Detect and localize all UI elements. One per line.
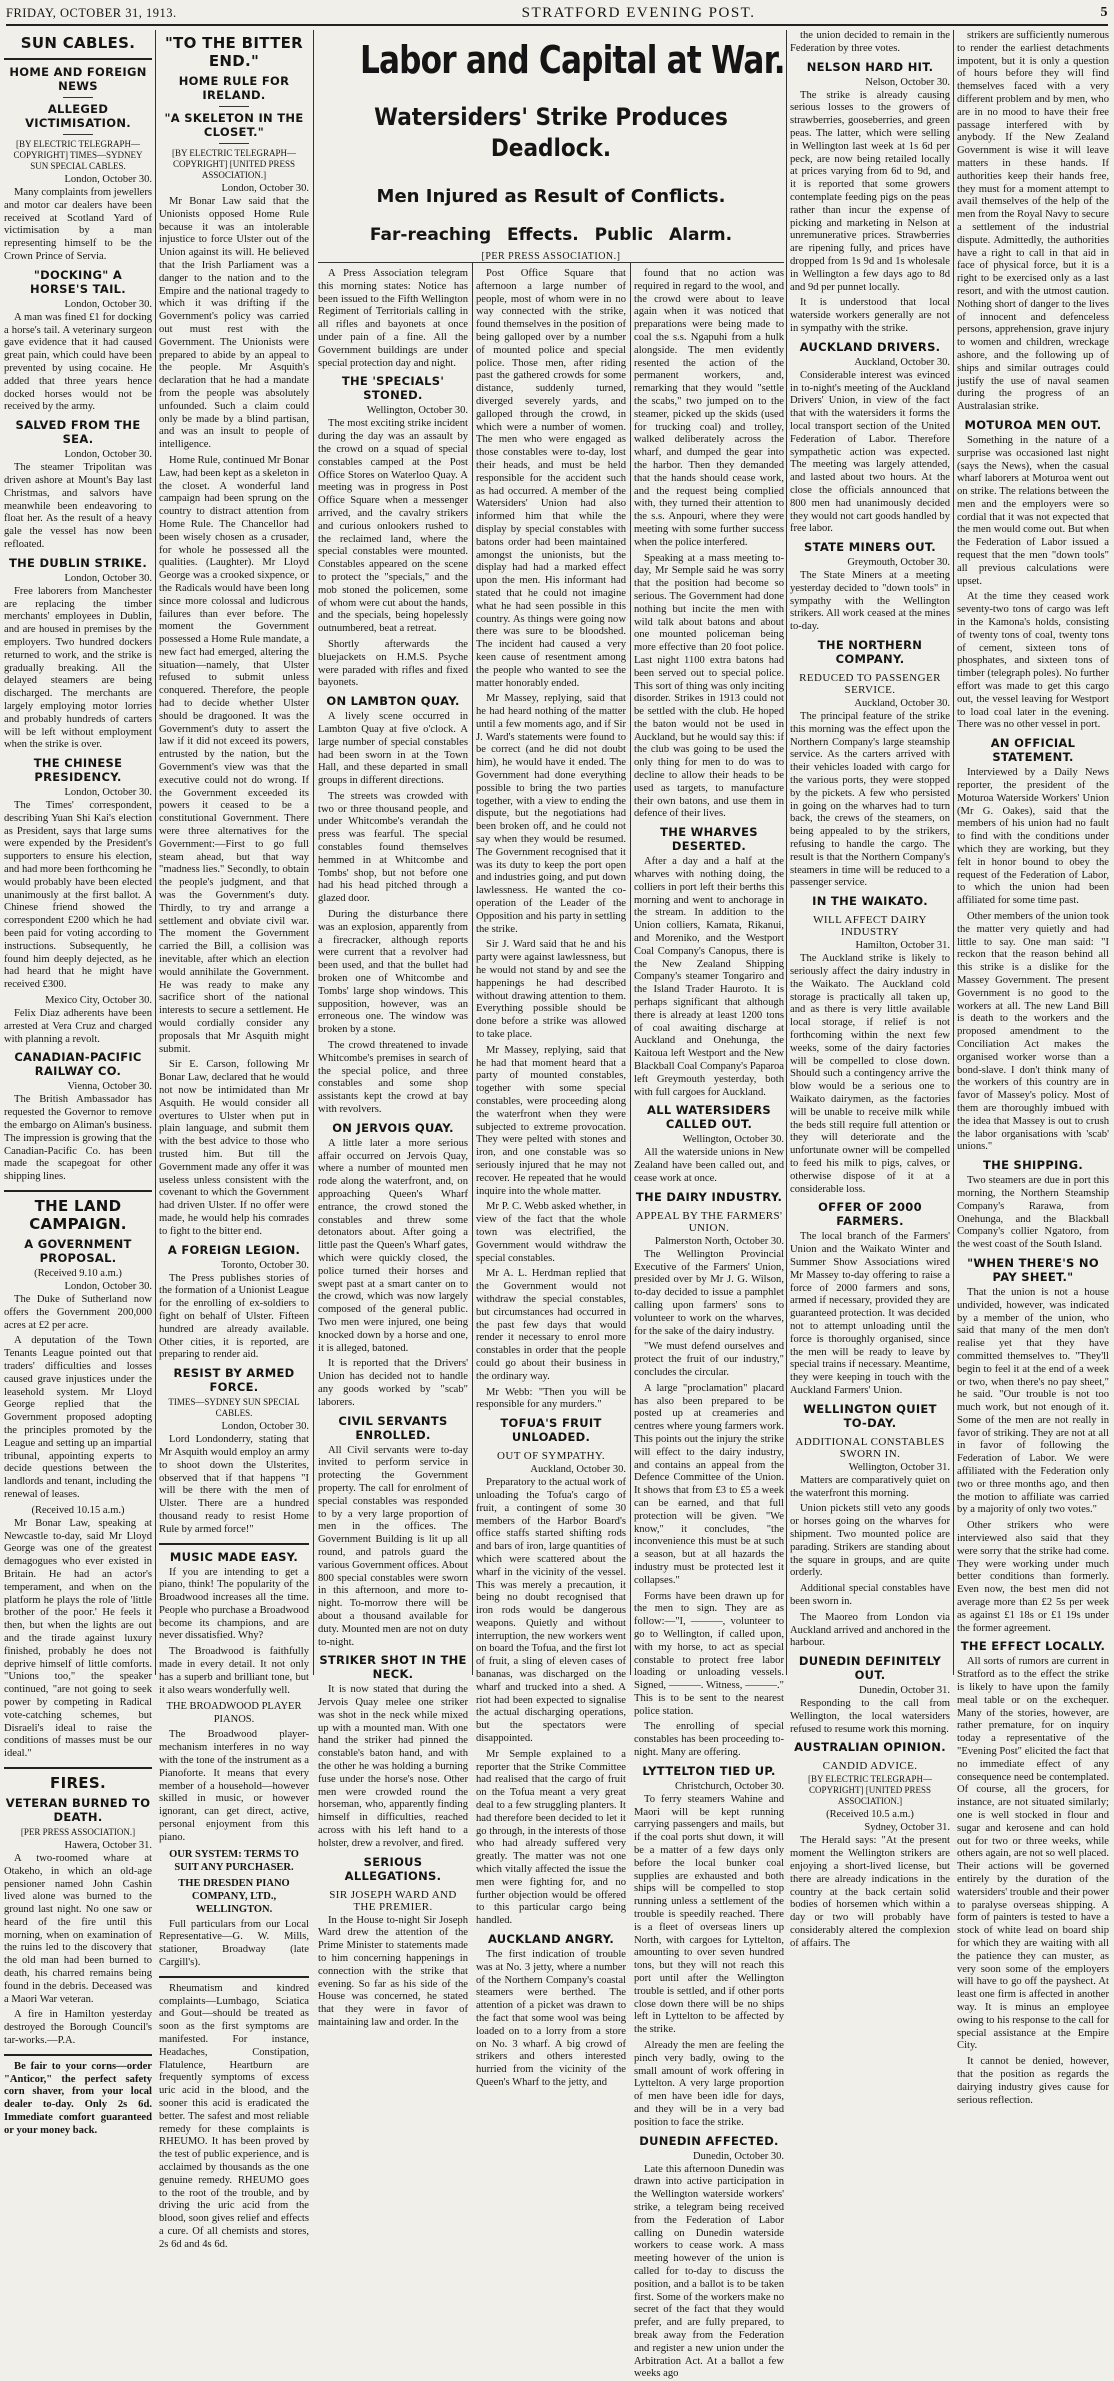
article-paragraph: It cannot be denied, however, that the position as regards the dairying industry gives cause for serious reflection. xyxy=(957,2056,1109,2106)
advertisement: Rheumatism and kindred complaints—Lumbago, Sciatica and Gout—should be treated as soon as the first symptoms are manifested. For instance, Headaches, Constipation, Flatulence, Heartburn are frequently symptoms of excess uric acid in the blood, and the sooner this acid is eradicated the better. The safest and most reliable remedy for these complaints is RHEUMO. It has been proved by the test of public experience, and is acclaimed by thousands as the one genuine remedy. RHEUMO goes to the root of the trouble, and by driving the uric acid from the blood, soon gives relief and effects a cure. Of all chemists and stores, 2s 6d and 4s 6d. xyxy=(159,1982,309,2250)
headline: "WHEN THERE'S NO PAY SHEET." xyxy=(967,1255,1099,1284)
headline: THE CHINESE PRESIDENCY. xyxy=(33,756,123,785)
article-paragraph: Union pickets still veto any goods or horses going on the wharves for shipment. Two mounted police are parading. Strikers are standing about the square in groups, and are quite orderly. xyxy=(790,1503,950,1579)
article-paragraph: Matters are comparatively quiet on the waterfront this morning. xyxy=(790,1474,950,1499)
article-paragraph: If you are intending to get a piano, think! The popularity of the Broadwood increases all the time. People who purchase a Broadwood become its champions, and are never dissatisfied. Why? xyxy=(159,1566,309,1642)
article-paragraph: Additional special constables have been sworn in. xyxy=(790,1583,950,1607)
headline: AN OFFICIAL STATEMENT. xyxy=(990,736,1076,765)
headline: DUNEDIN AFFECTED. xyxy=(639,2133,779,2148)
dateline: London, October 30. xyxy=(64,1281,152,1293)
article-paragraph: The British Ambassador has requested the Governor to remove the embargo on Aliman's business. The impression is growing that the Canadian-Pacific Co. has been made the scapegoat for other shipping lines. xyxy=(4,1094,152,1183)
article-paragraph: Free laborers from Manchester are replacing the timber merchants' employees in Dublin, and are housed in premises by the employers. Two hundred dockers returned to work, and the strike is gradually breaking. All the delayed steamers are being discharged. The merchants are largely employing motor lorries and probably hundreds of carters will be left without employment when the strike is over. xyxy=(4,585,152,751)
article-paragraph: Shortly afterwards the bluejackets on H.M.S. Psyche were paraded with rifles and fixed bayonets. xyxy=(318,638,468,689)
article-paragraph: Something in the nature of a surprise was occasioned last night (says the News), when the casual wharf laborers at Moturoa went out on strike. The relations between the men and the employers were so cordial that it was not expected that the men would come out. But when the Federation of Labor issued a request that the men "down tools" all previous calculations were upset. xyxy=(957,434,1109,587)
article-paragraph: It is understood that local waterside workers generally are not in sympathy with the strike. xyxy=(790,297,950,334)
subheadline: WILL AFFECT DAIRY INDUSTRY xyxy=(813,914,927,939)
headline: CANADIAN-PACIFIC RAILWAY CO. xyxy=(14,1050,142,1079)
column-rule xyxy=(155,30,156,1675)
headline: THE WHARVES DESERTED. xyxy=(660,825,758,854)
article-paragraph: The Maoreo from London via Auckland arrived and anchored in the harbour. xyxy=(790,1611,950,1649)
dateline: Vienna, October 30. xyxy=(67,1081,152,1093)
article-paragraph: A two-roomed whare at Otakeho, in which an old-age pensioner named John Cashin lived alone was burned to the ground last night. No one saw or heard of the fire until this morning, when on examination of the ruins led to the discovery that the old man had been burned to death, his charred remains being found in the debris. Deceased was a Maori War veteran. xyxy=(4,1852,152,2005)
article-paragraph: Speaking at a mass meeting to-day, Mr Semple said he was sorry that the position had become so serious. The Government had done nothing but incite the men with wild talk about batons and about one mounted policeman being more effective than 20 foot police. Last night 1100 extra batons had been served out to special police. This sort of thing was only inciting disorder. Strikes in 1913 could not be settled with the club. He hoped the baton would not be used in Auckland, but he would say this: if the club was going to be used the only thing for men to do was to decline to allow their heads to be used as targets, to manufacture their own batons, and use them in defence of their lives. xyxy=(634,552,784,820)
article-paragraph: Interviewed by a Daily News reporter, the president of the Moturoa Waterside Workers' Union (Mr G. Oakes), said that the members of his union had no fault to find with the conditions under which they are working, but they felt in honor bound to obey the request of the Federation of Labor, to which the union had been affiliated for some time past. xyxy=(957,767,1109,907)
article-paragraph: "We must defend ourselves and protect the fruit of our industry," concludes the circular. xyxy=(634,1341,784,1378)
headline: ALL WATERSIDERS CALLED OUT. xyxy=(647,1103,771,1132)
headline: SUN CABLES. xyxy=(20,34,136,52)
newspaper-title: STRATFORD EVENING POST. xyxy=(521,4,756,21)
headline: SERIOUS ALLEGATIONS. xyxy=(344,1854,442,1883)
headline: THE DAIRY INDUSTRY. xyxy=(635,1189,783,1204)
dateline: London, October 30. xyxy=(64,298,152,310)
headline: THE SHIPPING. xyxy=(983,1158,1083,1173)
article-paragraph: It is reported that the Drivers' Union has decided not to handle any goods worked by "scab" laborers. xyxy=(318,1358,468,1408)
article-paragraph: In the House to-night Sir Joseph Ward drew the attention of the Prime Minister to statements made to him concerning happenings in connection with the strike that evening. So far as his side of the House was concerned, he stated that they were in favor of maintaining law and order. In the xyxy=(318,1914,468,2029)
headline: MUSIC MADE EASY. xyxy=(169,1549,299,1564)
subheadline: OUT OF SYMPATHY. xyxy=(497,1450,605,1463)
article-paragraph: Sir J. Ward said that he and his party were against lawlessness, but he would not stand by and see the happenings he had described without drawing attention to them. Everything possible should be done before a strike was allowed to take place. xyxy=(476,939,626,1041)
article-paragraph: The enrolling of special constables has been proceeding to-night. Many are offering. xyxy=(634,1721,784,1759)
column-7 xyxy=(957,30,1109,2106)
article-paragraph: The Times' correspondent, describing Yuan Shi Kai's election as President, says that large sums were expended by the President's supporters to ensure his election, and had more been forthcoming he would probably have been elected unanimously at the first ballot. A Chinese friend showed the correspondent £200 which he had been paid for voting according to instructions. Subsequently, he found him deeply dejected, as he had heard that he might have received £300. xyxy=(4,800,152,991)
dateline: Wellington, October 31. xyxy=(848,1461,950,1473)
headline: WELLINGTON QUIET TO-DAY. xyxy=(803,1401,937,1430)
article-paragraph: Lord Londonderry, stating that Mr Asquith would employ an army to shoot down the Ulsterites, observed that if that happens "I will be there with the men of Ulster. There are a hundred thousand ready to resist Home Rule by armed force!" xyxy=(159,1434,309,1535)
article-paragraph: Other members of the union took the matter very quietly and had little to say. One man said: "I reckon that the reason behind all this strike is a dislike for the Massey Government. The present Government is no good to the workers at all. The new Land Bill is death to the workers and the proposed amendment to the Conciliation Act makes the organised worker worse than a bond-slave. I don't think many of the workers of this country are in favor of Massey's policy. Most of them are thoroughly imbued with the idea that Massey is out to crush the labor organisations with 'scab' unions." xyxy=(957,911,1109,1153)
headline: "TO THE BITTER END." xyxy=(164,34,304,70)
article-paragraph: Mr A. L. Herdman replied that the Government would not withdraw the special constables, but circumstances had occurred in the past few days that would render it necessary to enrol more constables in order that the people could go about their business in the ordinary way. xyxy=(476,1268,626,1382)
article-paragraph: The State Miners at a meeting yesterday decided to "down tools" in sympathy with the Wellington strikers. All work ceased at the mines to-day. xyxy=(790,570,950,633)
article-paragraph: The principal feature of the strike this morning was the effect upon the Northern Company's large steamship service. As the carters arrived with their vehicles loaded with cargo for the various ports, they were stopped by the pickets. A few who persisted in going on the wharves had to turn back, the crews of the steamers, on being appealed to by the strikers, refusing to handle the cargo. The result is that the Northern Company's steamers in time will be reduced to a passenger service. xyxy=(790,711,950,889)
article-paragraph: Mr Bonar Law said that the Unionists opposed Home Rule because it was an intolerable injustice to force Ulster out of the Union against its will. He believed that the Irish Parliament was a danger to the nation and to the Empire and the national tragedy to which it was drifting if the Government's policy was carried out must rest with the Government. The Unionists were prepared to abide by an appeal to the people. Mr Asquith's declaration that he had a mandate from the people was absolutely unfounded. Such a claim could only be made by a blind partisan, and was an insult to people of intelligence. xyxy=(159,196,309,451)
headline: ON JERVOIS QUAY. xyxy=(332,1120,454,1135)
headline: OFFER OF 2000 FARMERS. xyxy=(818,1200,922,1229)
headline: SALVED FROM THE SEA. xyxy=(15,418,141,447)
article-paragraph: At the time they ceased work seventy-two tons of cargo was left in the Kamona's holds, consisting of twenty tons of coal, twenty tons of cement, sixteen tons of phosphates, and sixteen tons of timber (telegraph poles). No further effort was made to get this cargo out, the vessel leaving for Westport to load coal later in the evening. There was no other vessel in port. xyxy=(957,591,1109,731)
article-paragraph: The Press publishes stories of the formation of a Unionist League for the enrolling of ex-soldiers to fight on behalf of Ulster. Fifteen hundred are already available. Other cities, it is reported, are preparing to render aid. xyxy=(159,1272,309,1361)
article-paragraph: Already the men are feeling the pinch very badly, owing to the small amount of work offering in Lyttelton. A very large proportion of men have been idle for days, and they will be in a very bad position to face the strike. xyxy=(634,2040,784,2128)
article-paragraph: All sorts of rumors are current in Stratford as to the effect the strike is likely to have upon the family meal table or on the exchequer. Many of the stories, however, are rather premature, for on inquiry today a representative of the "Evening Post" elicited the fact that no immediate effect of any consequence need be contemplated. Of course, all the grocers, for instance, are not situated similarly; one is well stocked in flour and sugar and kerosene and can hold out for two or three weeks, while others again, are not so well placed. Their actions will be governed entirely by the duration of the watersiders' trouble and their power to paralyse overseas shipping. A form of painters is tested to have a stock of white lead on board ship for which they are waiting with all the patience they can muster, as very soon some of the employers will have to go off the payshect. At least one firm is affected in another way. It is minus an employee owing to his response to the call for special assistance at the Empire City. xyxy=(957,1656,1109,2052)
wire-credit: [PER PRESS ASSOCIATION.] xyxy=(20,1826,136,1837)
article-paragraph: A lively scene occurred in Lambton Quay at five o'clock. A large number of special constables had been sworn in at the Town Hall, and these departed in small groups in different directions. xyxy=(318,711,468,787)
column-6 xyxy=(790,30,950,1949)
dateline: Dunedin, October 30. xyxy=(693,2150,784,2162)
headline: STRIKER SHOT IN THE NECK. xyxy=(319,1653,467,1682)
headline: TOFUA'S FRUIT UNLOADED. xyxy=(500,1416,602,1445)
headline: FIRES. xyxy=(50,1773,106,1792)
ad-heading: THE BROADWOOD PLAYER PIANOS. xyxy=(166,1701,302,1726)
headline: ON LAMBTON QUAY. xyxy=(326,694,460,709)
article-paragraph: The Broadwood is faithfully made in every detail. It not only has a superb and brilliant tone, but it also wears wonderfully well. xyxy=(159,1646,309,1696)
headline: THE EFFECT LOCALLY. xyxy=(960,1639,1106,1654)
issue-date: FRIDAY, OCTOBER 31, 1913. xyxy=(6,5,177,20)
headline: NELSON HARD HIT. xyxy=(806,59,934,74)
article-paragraph: The streets was crowded with two or three thousand people, and under Whitcombe's verandah the press was fearful. The special constables found themselves hemmed in at Whitcombe and Tombs' shop, but not before one had his head pitched through a glazed door. xyxy=(318,790,468,905)
dateline: Nelson, October 30. xyxy=(865,76,950,88)
dateline: Palmerston North, October 30. xyxy=(654,1235,784,1247)
headline: CIVIL SERVANTS ENROLLED. xyxy=(338,1413,448,1442)
dateline: Wellington, October 30. xyxy=(682,1134,784,1146)
article-paragraph: A man was fined £1 for docking a horse's tail. A veterinary surgeon gave evidence that it had caused great pain, which could have been prevented by using cocaine. He added that three years hence docked horses would not be received by the army. xyxy=(4,311,152,413)
article-paragraph: The Auckland strike is likely to seriously affect the dairy industry in the Waikato. The Auckland cold storage is practically all taken up, and as there is very little available local storage, if relief is not forthcoming within the next few weeks, some of the dairy factories will be compelled to close down. Should such a contingency arrive the blow would be a serious one to Waikato dairymen, as the factories will be unable to receive milk while the beds still require full attention or they will deteriorate and the unfortunate owner will be compelled to feed his milk to pigs, calves, or otherwise dispose of it at a considerable loss. xyxy=(790,953,950,1195)
article-paragraph: That the union is not a house undivided, however, was indicated by a member of the union, who said that many of the men don't realise yet that they have committed themselves to. "They'll begin to feel it at the end of a week or two, when there's no pay sheet," he said. "Our trouble is not too much work, but not enough of it. Some of the men are not really in favor of striking. They are not at all in favor of following the Federation of Labor. We were affiliated with the Federation only two or three months ago, and then the motion to affiliate was carried by a majority of only two votes." xyxy=(957,1286,1109,1516)
article-paragraph: Full particulars from our Local Representative—G. W. Mills, stationer, Broadway (late Cargill's). xyxy=(159,1918,309,1969)
headline: THE LAND CAMPAIGN. xyxy=(29,1197,127,1234)
article-paragraph: Mr Massey, replying, said that he had heard nothing of the matter until a few moments ago, and if Sir J. Ward's statements were found to be correct (and he did not doubt him), he would have it ended. The Government had done everything possible to bring the two parties together, with a view to ending the dispute, but the negotiations had been broken off, and he could not say when they would be resumed. The Government recognised that it was its duty to keep the port open and industries going, and put down lawlessness. He wanted the co-operation of the Leader of the Opposition and his party in settling the strike. xyxy=(476,693,626,935)
headline: AUCKLAND ANGRY. xyxy=(487,1932,615,1947)
article-paragraph: Mr Semple explained to a reporter that the Strike Committee had realised that the cargo of fruit on the Tofua meant a very great deal to a few struggling planters. It had therefore been decided to let it go through, in the interests of those who had already suffered very greatly. The matter was not one which vitally affected the issue the men were fighting for, and no further objection would be offered to this particular cargo being handled. xyxy=(476,1748,626,1927)
column-4 xyxy=(476,268,626,2088)
received-time: (Received 10.15 a.m.) xyxy=(31,1504,125,1516)
article-paragraph: A fire in Hamilton yesterday destroyed the Borough Council's tar-works.—P.A. xyxy=(4,2009,152,2047)
wire-credit: [BY ELECTRIC TELEGRAPH—COPYRIGHT] [UNITED PRESS ASSOCIATION.] xyxy=(172,148,296,180)
subheadline: CANDID ADVICE. xyxy=(822,1760,918,1773)
article-paragraph: The crowd threatened to invade Whitcombe's premises in search of the special police, and three constables and some shop assistants kept the crowd at bay with revolvers. xyxy=(318,1040,468,1116)
article-paragraph: strikers are sufficiently numerous to render the earliest detachments impotent, but it is only a question of hours before they will find themselves faced with a very different problem and by men, who are in no mood to have their free passage interfered with by anybody. If the New Zealand Government is wise it will leave matters in these hands. If authorities keep their hands free, they must for a moment attempt to avail themselves of the help of the men from the Royal Navy to secure a settlement of the industrial dispute. Admittedly, the authorities have a right to call in that aid in face of physical force, but it is a right to be exercised only as a last resort, and with the utmost caution. Nothing short of danger to the lives of innocent and defenceless persons, apprehension, grave injury to women and children, wreckage ashore, and the following up of ships and similar outrages could justify the use of naval seamen during the progress of an Australasian strike. xyxy=(957,30,1109,413)
subheadline: ADDITIONAL CONSTABLES SWORN IN. xyxy=(795,1435,945,1460)
dateline: Greymouth, October 30. xyxy=(847,557,950,569)
lead-credit: [PER PRESS ASSOCIATION.] xyxy=(481,251,621,262)
dateline: London, October 30. xyxy=(64,572,152,584)
column-1 xyxy=(4,30,152,2136)
article-paragraph: Mr Webb: "Then you will be responsible for any murders." xyxy=(476,1386,626,1411)
headline: ALLEGED VICTIMISATION. xyxy=(25,102,131,130)
ad-heading: THE DRESDEN PIANO COMPANY, LTD., WELLINGTON. xyxy=(178,1877,290,1915)
column-rule xyxy=(313,30,314,1675)
article-paragraph: Sir E. Carson, following Mr Bonar Law, declared that he would not now be intimidated than Mr Asquith. He would consider all overtures to Ulster when put in plain language, and submit them with the best advice to those who trusted him. But till the Government made any offer it was useless unless consistent with the covenant to which the Government had driven Ulster. If no offer were made, he would help his comrades to fight to the bitter end. xyxy=(159,1059,309,1237)
article-paragraph: A deputation of the Town Tenants League pointed out that traders' difficulties and losses caused grave injustices under the leasehold system. Mr Lloyd George replied that the Government proposed adopting the principles promoted by the League and setting up an impartial tribunal, appointing experts to decide questions between the landlords and tenant, including the renewal of leases. xyxy=(4,1335,152,1500)
article-paragraph: After a day and a half at the wharves with nothing doing, the colliers in port left their berths this morning and went to anchorage in the stream. In addition to the Union colliers, Kamata, Rikanui, and Moreniko, and the Westport Coal Company's Canopus, there is the New Zealand Shipping Company's steamer Tongariro and the Island Trader Hauroto. It is perhaps significant that although there is already at least 1200 tons of coal awaiting discharge at Auckland and Onehunga, the Kaitoua left Westport and the New Blackball Coal Company's Paparoa left Greymouth yesterday, both with full cargoes for Auckland. xyxy=(634,856,784,1098)
article-paragraph: The Broadwood player-mechanism interferes in no way with the tone of the instrument as a Pianoforte. It means that every member of a household—however skilled in music, or however ignorant, can get direct, active, personal enjoyment from this piano. xyxy=(159,1729,309,1843)
subheadline: APPEAL BY THE FARMERS' UNION. xyxy=(635,1209,783,1234)
wire-credit: [BY ELECTRIC TELEGRAPH—COPYRIGHT] [UNITED PRESS ASSOCIATION.] xyxy=(808,1774,932,1807)
headline: RESIST BY ARMED FORCE. xyxy=(173,1366,295,1395)
article-paragraph: Two steamers are due in port this morning, the Northern Steamship Company's Rarawa, from Onehunga, and the Blackball Company's collier Ngatoro, from the west coast of the South Island. xyxy=(957,1175,1109,1251)
dateline: Dunedin, October 31. xyxy=(859,1685,950,1697)
article-paragraph: Mr Bonar Law, speaking at Newcastle to-day, said Mr Lloyd George was one of the greatest demagogues who ever existed in Britain. He had an actor's temperament, and when on the platform he plays the role of 'little brother of the poor.' He feels it then, but when the lights are out and the tirade against luxury finished, probably he does not deprive himself of little comforts. "Unions too," the speaker continued, "are not going to seek power by competing in Radical vote-catching schemes, but Disraeli's ideal to raise the conditions of masses must be our ideal." xyxy=(4,1517,152,1760)
ad-heading: OUR SYSTEM: TERMS TO SUIT ANY PURCHASER. xyxy=(169,1848,299,1873)
page-number: 5 xyxy=(1100,5,1108,20)
article-paragraph: The Wellington Provincial Executive of the Farmers' Union, presided over by Mr J. G. Wilson, to-day decided to issue a pamphlet calling upon farmers' sons to volunteer to work on the wharves, for the sake of the dairy industry. xyxy=(634,1248,784,1337)
article-paragraph: A large "proclamation" placard has also been prepared to be posted up at creameries and centres where young farmers work. This points out the injury the strike will effect to the dairy industry, and contains an appeal from the Defence Committee of the Union. It shows that from £3 to £5 a week can be earned, and that full protection will be given. "We know," it concludes, "the inconvenience this must be at such a season, but at all hazards the industry must be protected lest it collapses." xyxy=(634,1382,784,1586)
headline: AUSTRALIAN OPINION. xyxy=(794,1740,946,1755)
headline: THE 'SPECIALS' STONED. xyxy=(341,374,445,403)
received-time: (Received 10.5 a.m.) xyxy=(826,1809,914,1821)
advertisement: Be fair to your corns—order "Anticor," the perfect safety corn shaver, from your local dealer to-day. Only 2s 6d. Immediate comfort guaranteed or your money back. xyxy=(4,2060,152,2136)
headline: IN THE WAIKATO. xyxy=(812,894,928,909)
article-paragraph: Mr Massey, replying, said that he had that moment heard that a party of mounted constables, together with some special constables, were proceeding along the waterfront when they were subjected to extreme provocation. They were pelted with stones and iron, and one constable was so seriously injured that he may not recover. He repeated that he would inquire into the whole matter. xyxy=(476,1044,626,1197)
headline: MOTUROA MEN OUT. xyxy=(964,417,1102,432)
column-rule xyxy=(953,30,954,1675)
article-paragraph: It is now stated that during the Jervois Quay melee one striker was shot in the neck while mixed up with a mounted man. With one hand the striker had pinned the constable's baton hand, and with the other he was holding a burning fuse under the horse's nose. Other men were crowded round the horseman, who, apparently finding himself in difficulties, reached across with his left hand to a holster, drew a revolver, and fired. xyxy=(318,1684,468,1849)
article-paragraph: The Duke of Sutherland now offers the Government 200,000 acres at £2 per acre. xyxy=(4,1294,152,1331)
headline: THE NORTHERN COMPANY. xyxy=(817,638,923,667)
article-paragraph: Many complaints from jewellers and motor car dealers have been received at Scotland Yard of victimisation by a man representing himself to be the Crown Prince of Servia. xyxy=(4,187,152,262)
headline: "DOCKING" A HORSE'S TAIL. xyxy=(30,267,126,296)
article-paragraph: Other strikers who were interviewed also said that they were sorry that the strike had come. They were working under much better conditions than formerly. Even now, the best men did not average more than £2 5s per week as against £1 18s or £1 19s under the former agreement. xyxy=(957,1520,1109,1634)
dateline: Auckland, October 30. xyxy=(530,1464,626,1476)
column-5 xyxy=(634,268,784,2380)
received-time: (Received 9.10 a.m.) xyxy=(34,1268,122,1280)
dateline: London, October 30. xyxy=(221,1421,309,1433)
article-paragraph: To ferry steamers Wahine and Maori will be kept running carrying passengers and mails, but if the coal ports shut down, it will be a matter of a few days only before the local bunker coal supplies are exhausted and both ships will be compelled to stop running unless a settlement of the trouble is speedily reached. There is a fleet of overseas liners up North, with cargoes for Lyttelton, amounting to over seven hundred tons, but they will not reach this port until after the Wellington trouble is settled, and if other ports close down there will be no ships left in Lyttelton to be affected by the strike. xyxy=(634,1793,784,2036)
article-paragraph: Forms have been drawn up for the men to sign. They are as follow:—"I, ———, volunteer to go to Wellington, if called upon, with my horse, to act as special constable to protect free labor loading or unloading vessels. Signed, ———. Witness, ———." This is to be sent to the nearest police station. xyxy=(634,1590,784,1717)
column-2 xyxy=(159,30,309,2250)
article-paragraph: The local branch of the Farmers' Union and the Waikato Winter and Summer Show Associations wired Mr Massey to-day offering to raise a force of 2000 farmers and sons, armed if necessary, provided they are guaranteed protection. It was decided not to attempt unloading until the force is thoroughly organised, since the men will be ready to leave by special trains if necessary. Meantime, they were keeping in touch with the Auckland Farmers' Union. xyxy=(790,1231,950,1396)
banner-rule xyxy=(318,262,784,263)
article-paragraph: A little later a more serious affair occurred on Jervois Quay, where a number of mounted men rode along the waterfront, and, on approaching Queen's Wharf entrance, the crowd stoned the constables and threw some detonators about. After going a little past the Queen's Wharf gates, which were quickly closed, the police turned their horses and swept past at a smart canter on to the crowd, which was now largely composed of the general public. Two men were injured, one being knocked down by a horse and one, it is alleged, batoned. xyxy=(318,1137,468,1354)
article-paragraph: Home Rule, continued Mr Bonar Law, had been kept as a skeleton in the closet. A wonderful land campaign had been sprung on the country to distract attention from Home Rule. The Chancellor had been wisely chosen as a crusader, for whole he possessed all the qualities. (Laughter). Mr Lloyd George was a crooked sixpence, or the Radicals would have been long since more colossal and ludicrous failures than ever before. The moment the Government possessed a Home Rule mandate, a new fact had emerged, altering the situation—namely, that Ulster refused to submit unless conquered. Therefore, the people had to decide whether Ulster should be dragooned. It was the Government's duty to assert the law if it did not exceed its powers, entrusted by the nation, but the Government's view was that the executive could not do wrong. If the Government exceeded its powers it ceased to be a constitutional Government. There were three alternatives for the Government:—First to go full steam ahead, but that way "madness lies." Secondly, to obtain the people's judgment, and that was the Government's duty. Thirdly, to try and arrange a settlement and obviate civil war. The moment the Government carried the Bill, a collision was inevitable, after which an election would annihilate the Government. He was ready to make any sacrifice short of the national interests to secure a settlement. He would cordially consider any proposals that Mr Asquith might submit. xyxy=(159,454,309,1055)
article-paragraph: Considerable interest was evinced in to-night's meeting of the Auckland Drivers' Union, in view of the fact that with the watersiders it forms the local transport section of the United Federation of Labor. Therefore sympathetic action was expected. The meeting was largely attended, and lasted about two hours. At the close the officials announced that 800 men had unanimously decided they would not cart goods handled by free labor. xyxy=(790,369,950,535)
dateline: London, October 30. xyxy=(64,174,152,185)
dateline: London, October 30. xyxy=(64,787,152,799)
headline: STATE MINERS OUT. xyxy=(804,540,936,555)
dateline: Auckland, October 30. xyxy=(854,356,950,368)
headline: THE DUBLIN STRIKE. xyxy=(8,555,147,570)
article-paragraph: The first indication of trouble was at No. 3 jetty, where a number of the Northern Company's coastal steamers were berthed. The attention of a picket was drawn to the fact that some wool was being loaded on to a lorry from a store on No. 3 wharf. A big crowd of strikers and others interested hurried from the vicinity of the Queen's Wharf to the jetty, and xyxy=(476,1949,626,2088)
dateline: Toronto, October 30. xyxy=(221,1259,309,1271)
lead-subhead-2b: Public Alarm. xyxy=(594,225,733,245)
article-paragraph: All the waterside unions in New Zealand have been called out, and cease work at once. xyxy=(634,1147,784,1184)
dateline: Mexico City, October 30. xyxy=(45,995,152,1007)
article-paragraph: the union decided to remain in the Federation by three votes. xyxy=(790,30,950,54)
article-paragraph: The Herald says: "At the present moment the Wellington strikers are enjoying a short-lived license, but there are already indications in the country at the back certain solid bodies of horsemen which within a day or two will probably have considerably altered the complexion of affairs. The xyxy=(790,1835,950,1949)
headline: LYTTELTON TIED UP. xyxy=(642,1763,776,1778)
headline: A FOREIGN LEGION. xyxy=(167,1242,301,1257)
headline: HOME AND FOREIGN NEWS xyxy=(9,65,147,93)
headline: HOME RULE FOR IRELAND. xyxy=(178,74,290,102)
article-paragraph: During the disturbance there was an explosion, apparently from a firecracker, although reports were current that a revolver had been used, and that the bullet had broken one of Whitcombe and Tombs' large shop windows. This supposition, however, was an erroneous one. The window was broken by a stone. xyxy=(318,909,468,1036)
article-paragraph: Responding to the call from Wellington, the local watersiders refused to resume work this morning. xyxy=(790,1698,950,1735)
lead-headline: Labor and Capital at War. xyxy=(359,38,785,82)
dateline: Wellington, October 30. xyxy=(366,405,468,417)
subheadline: REDUCED TO PASSENGER SERVICE. xyxy=(799,672,941,697)
wire-credit: [BY ELECTRIC TELEGRAPH—COPYRIGHT] TIMES—SYDNEY SUN SPECIAL CABLES. xyxy=(13,139,143,171)
wire-credit: TIMES—SYDNEY SUN SPECIAL CABLES. xyxy=(168,1397,300,1419)
article-paragraph: The steamer Tripolitan was driven ashore at Mount's Bay last Christmas, and salvors have meanwhile been endeavoring to float her. As the result of a heavy gale the vessel has now been refloated. xyxy=(4,462,152,550)
dateline: Sydney, October 31. xyxy=(864,1822,950,1834)
article-paragraph: The most exciting strike incident during the day was an assault by the crowd on a squad of special constables camped at the Post Office Stores on Waterloo Quay. A meeting was in progress in Post Office Square when a messenger arrived, and the cavalry strikers and curious onlookers rushed to the reclaimed land, where the special constables were mounted. Constables appeared on the scene to protect the "specials," and the mob stoned the policemen, some of whom were cut about the hands, and the specials, being hopelessly outnumbered, beat a retreat. xyxy=(318,418,468,635)
dateline: Hamilton, October 31. xyxy=(855,940,950,952)
headline: A GOVERNMENT PROPOSAL. xyxy=(24,1237,132,1266)
column-rule xyxy=(472,262,473,1675)
article-paragraph: Late this afternoon Dunedin was drawn into active participation in the Wellington waterside workers' strike, a telegram being received from the Federation of Labor calling on Dunedin waterside workers to cease work. A mass meeting however of the union is called for to-day to discuss the position, and a ballot is to be taken first. Some of the workers make no secret of the fact that they would prefer, and are fully prepared, to break away from the Federation and register a new union under the Arbitration Act. At a ballot a few weeks ago xyxy=(634,2163,784,2380)
subheadline: SIR JOSEPH WARD AND THE PREMIER. xyxy=(329,1888,457,1913)
article-paragraph: All Civil servants were to-day invited to perform service in protecting the Government property. The call for enrolment of special constables was responded to by a very large proportion of men in the offices. The Government Building is lit up all round, and patrols guard the various Government offices. About 800 special constables were sworn in this afternoon, and more to-night. To-morrow there will be about a thousand available for duty. Mounted men are not on duty to-night. xyxy=(318,1444,468,1648)
dateline: London, October 30. xyxy=(221,183,309,194)
article-paragraph: A Press Association telegram this morning states: Notice has been issued to the Fifth Wellington Regiment of Territorials calling in all rifles and bayonets at once under pain of a fine. All the Government buildings are under special protection day and night. xyxy=(318,268,468,369)
lead-headline-block xyxy=(318,30,784,262)
headline: AUCKLAND DRIVERS. xyxy=(799,339,941,354)
lead-subhead: Men Injured as Result of Conflicts. xyxy=(376,186,726,207)
article-paragraph: Felix Diaz adherents have been arrested at Vera Cruz and charged with planning a revolt. xyxy=(4,1008,152,1045)
article-paragraph: found that no action was required in regard to the wool, and the crowd were about to leave again when it was noticed that preparations were being made to coal the s.s. Ngapuhi from a hulk alongside. The men evidently resented the action of the permanent workers, and, remarking that they would "settle the scabs," two jumped on to the steamer, picked up the skids (used for trucking coal) and trolley, walked deliberately across the wharf, and dumped the gear into the harbor. Then they demanded that the hands should cease work, and the request being complied with, they turned their attention to the s.s. Anpouri, where they were meeting with some further success when the police interfered. xyxy=(634,268,784,548)
dateline: Hawera, October 31. xyxy=(64,1839,152,1851)
lead-subhead-2a: Far-reaching Effects. xyxy=(369,225,579,245)
page-header xyxy=(6,2,1108,26)
column-rule xyxy=(630,262,631,1675)
article-paragraph: Post Office Square that afternoon a large number of people, most of whom were in no way connected with the strike, found themselves in the position of being galloped over by a number of mounted police and special police. Those men, after riding past the gathered crowds for some distance, suddenly turned, diverged severely yards, and galloped through the crowd, in which were a number of women. The men who were engaged as those constables were to-day, lost their heads, and must be held responsible for the accident such as had occurred. A member of the Watersiders' Union had also informed him that while the display by special constables with batons order had been maintained amongst the unionists, but the display had had a marked effect upon the men. His informant had stated that he could not imagine what he had seen possible in this country. As things were going now there was sure to be bloodshed. The incident had caused a very keen cause of resentment among the people who wanted to see the matter honorably ended. xyxy=(476,268,626,689)
dateline: Christchurch, October 30. xyxy=(674,1780,784,1792)
column-3 xyxy=(318,268,468,2029)
lead-deck: Watersiders' Strike Produces Deadlock. xyxy=(374,103,728,162)
dateline: London, October 30. xyxy=(64,449,152,461)
article-paragraph: Mr P. C. Webb asked whether, in view of the fact that the whole town was electrified, the Government would withdraw the special constables. xyxy=(476,1201,626,1264)
headline: VETERAN BURNED TO DEATH. xyxy=(5,1795,151,1824)
article-paragraph: The strike is already causing serious losses to the growers of strawberries, gooseberries, and green peas. The latter, which were selling in Wellington last week at 1s 6d per peck, are now being retailed locally at prices varying from 6d to 9d, and it is reported that some growers contemplate feeding pigs on the peas rather than incur the expense of picking and marketing in Nelson at unremunerative prices. Strawberries are ripening fully, and prices have dropped from 1s 9d and 1s wholesale in Wellington a few days ago to 8d and 9d per punnet locally. xyxy=(790,89,950,293)
article-paragraph: Preparatory to the actual work of unloading the Tofua's cargo of fruit, a contingent of some 30 members of the Harbor Board's office staffs started shifting rods and bars of iron, large quantities of which were scattered about the wharf in the vicinity of the vessel. This was merely a precaution, it being no doubt recognised that iron rods would be dangerous weapons. Quietly and without interruption, the new workers went on board the Tofua, and the first lot of fruit, a sling of eleven cases of bananas, was discharged on the wharf and trucked into a shed. A riot had been expected to signalise the actual discharging operations, but the spectators were disappointed. xyxy=(476,1477,626,1745)
dateline: Auckland, October 30. xyxy=(854,698,950,710)
lead-subhead-2 xyxy=(318,225,784,245)
headline: DUNEDIN DEFINITELY OUT. xyxy=(798,1654,942,1683)
column-rule xyxy=(786,30,787,1675)
headline: "A SKELETON IN THE CLOSET." xyxy=(164,111,304,139)
